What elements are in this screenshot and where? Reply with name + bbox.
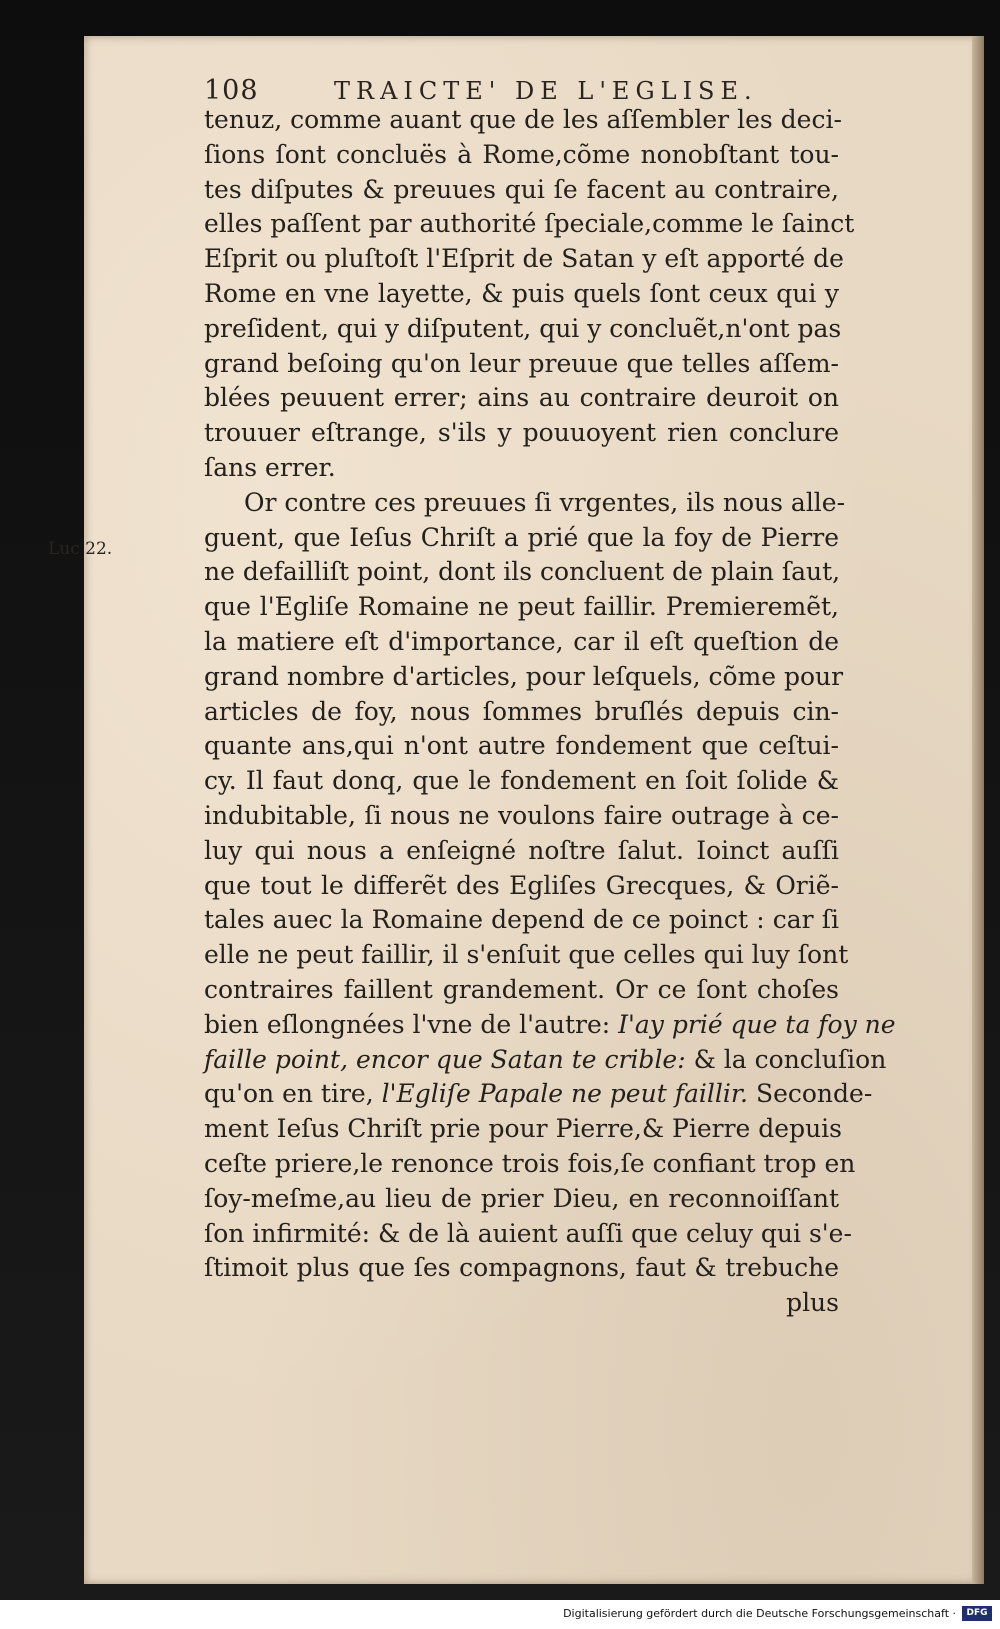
text-line: cy. Il faut donq, que le fondement en ſoit ſolide &	[204, 766, 839, 796]
text-line: ſans errer.	[204, 452, 336, 482]
dfg-logo: DFG	[962, 1606, 992, 1621]
text-line: que l'Egliſe Romaine ne peut faillir. Premieremẽt,	[204, 592, 839, 622]
funding-credit: Digitalisierung gefördert durch die Deutsche Forschungsgemeinschaft ·	[563, 1607, 956, 1620]
text-line: luy qui nous a enſeigné noſtre ſalut. Ioinct auſſi	[204, 835, 839, 865]
text-line: que tout le differẽt des Egliſes Grecques, & Oriẽ-	[204, 870, 839, 900]
text-line: quante ans,qui n'ont autre fondement que ceſtui-	[204, 731, 839, 761]
text-line: trouuer eſtrange, s'ils y pouuoyent rien conclure	[204, 418, 839, 448]
text-line: tenuz, comme auant que de les aſſembler les deci-	[204, 105, 842, 134]
running-head-title: TRAICTE' DE L'EGLISE.	[334, 77, 758, 105]
text-line: la matiere eſt d'importance, car il eſt queſtion de	[204, 626, 839, 656]
page-number: 108	[204, 75, 259, 106]
text-line: elles paſſent par authorité ſpeciale,comme le ſainct	[204, 209, 855, 239]
text-line: Rome en vne layette, & puis quels ſont ceux qui y	[204, 278, 839, 308]
text-segment: qu'on en tire,	[204, 1079, 374, 1109]
body-text	[204, 103, 896, 1321]
text-segment: Seconde-	[748, 1079, 873, 1109]
text-line: contraires faillent grandement. Or ce ſont choſes	[204, 974, 839, 1004]
paragraph-start-line: Or contre ces preuues ſi vrgentes, ils nous alle-	[244, 487, 846, 517]
text-line: grand beſoing qu'on leur preuue que telles aſſem-	[204, 348, 839, 378]
text-line: tales auec la Romaine depend de ce poinct : car ſi	[204, 905, 839, 935]
text-line: ment Ieſus Chriſt prie pour Pierre,& Pierre depuis	[204, 1114, 843, 1144]
text-segment: bien eſlongnées l'vne de l'autre:	[204, 1009, 611, 1039]
text-line: ceſte priere,le renonce trois fois,ſe confiant trop en	[204, 1148, 856, 1178]
text-line: Eſprit ou pluſtoſt l'Eſprit de Satan y eſt apporté de	[204, 244, 844, 274]
italic-quote: I'ay prié que ta foy ne	[618, 1009, 896, 1039]
text-line: ſon infirmité: & de là auient auſſi que celuy qui s'e-	[204, 1218, 852, 1248]
text-line: elle ne peut faillir, il s'enſuit que celles qui luy ſont	[204, 940, 849, 970]
text-line-mixed	[204, 1043, 887, 1078]
text-segment: & la concluſion	[685, 1044, 887, 1074]
text-line-mixed	[204, 1077, 873, 1112]
text-line: articles de foy, nous ſommes bruſlés depuis cin-	[204, 696, 839, 726]
text-line: ſoy-meſme,au lieu de prier Dieu, en reconnoiſſant	[204, 1183, 839, 1213]
text-line: guent, que Ieſus Chriſt a prié que la foy de Pierre	[204, 522, 839, 552]
page-edge	[972, 36, 984, 1584]
text-line: preſident, qui y diſputent, qui y concluẽt,n'ont pas	[204, 313, 842, 343]
text-line-mixed	[204, 1008, 896, 1043]
text-line: grand nombre d'articles, pour leſquels, cõme pour	[204, 661, 844, 691]
text-line: ſtimoit plus que ſes compagnons, faut & trebuche	[204, 1253, 839, 1283]
italic-quote: faille point, encor que Satan te crible:	[204, 1044, 686, 1074]
marginal-note: Luc 22.	[48, 539, 113, 559]
text-line: indubitable, ſi nous ne voulons faire outrage à ce-	[204, 800, 839, 830]
text-line: ſions ſont concluës à Rome,cõme nonobſtant tou-	[204, 139, 839, 169]
footer-bar	[0, 1600, 1000, 1629]
italic-quote: l'Egliſe Papale ne peut faillir.	[381, 1079, 748, 1109]
text-line: ne defailliſt point, dont ils concluent de plain ſaut,	[204, 557, 841, 587]
text-line: tes diſputes & preuues qui ſe facent au contraire,	[204, 174, 839, 204]
text-line: blées peuuent errer; ains au contraire deuroit on	[204, 383, 839, 413]
catchword: plus	[786, 1288, 839, 1318]
